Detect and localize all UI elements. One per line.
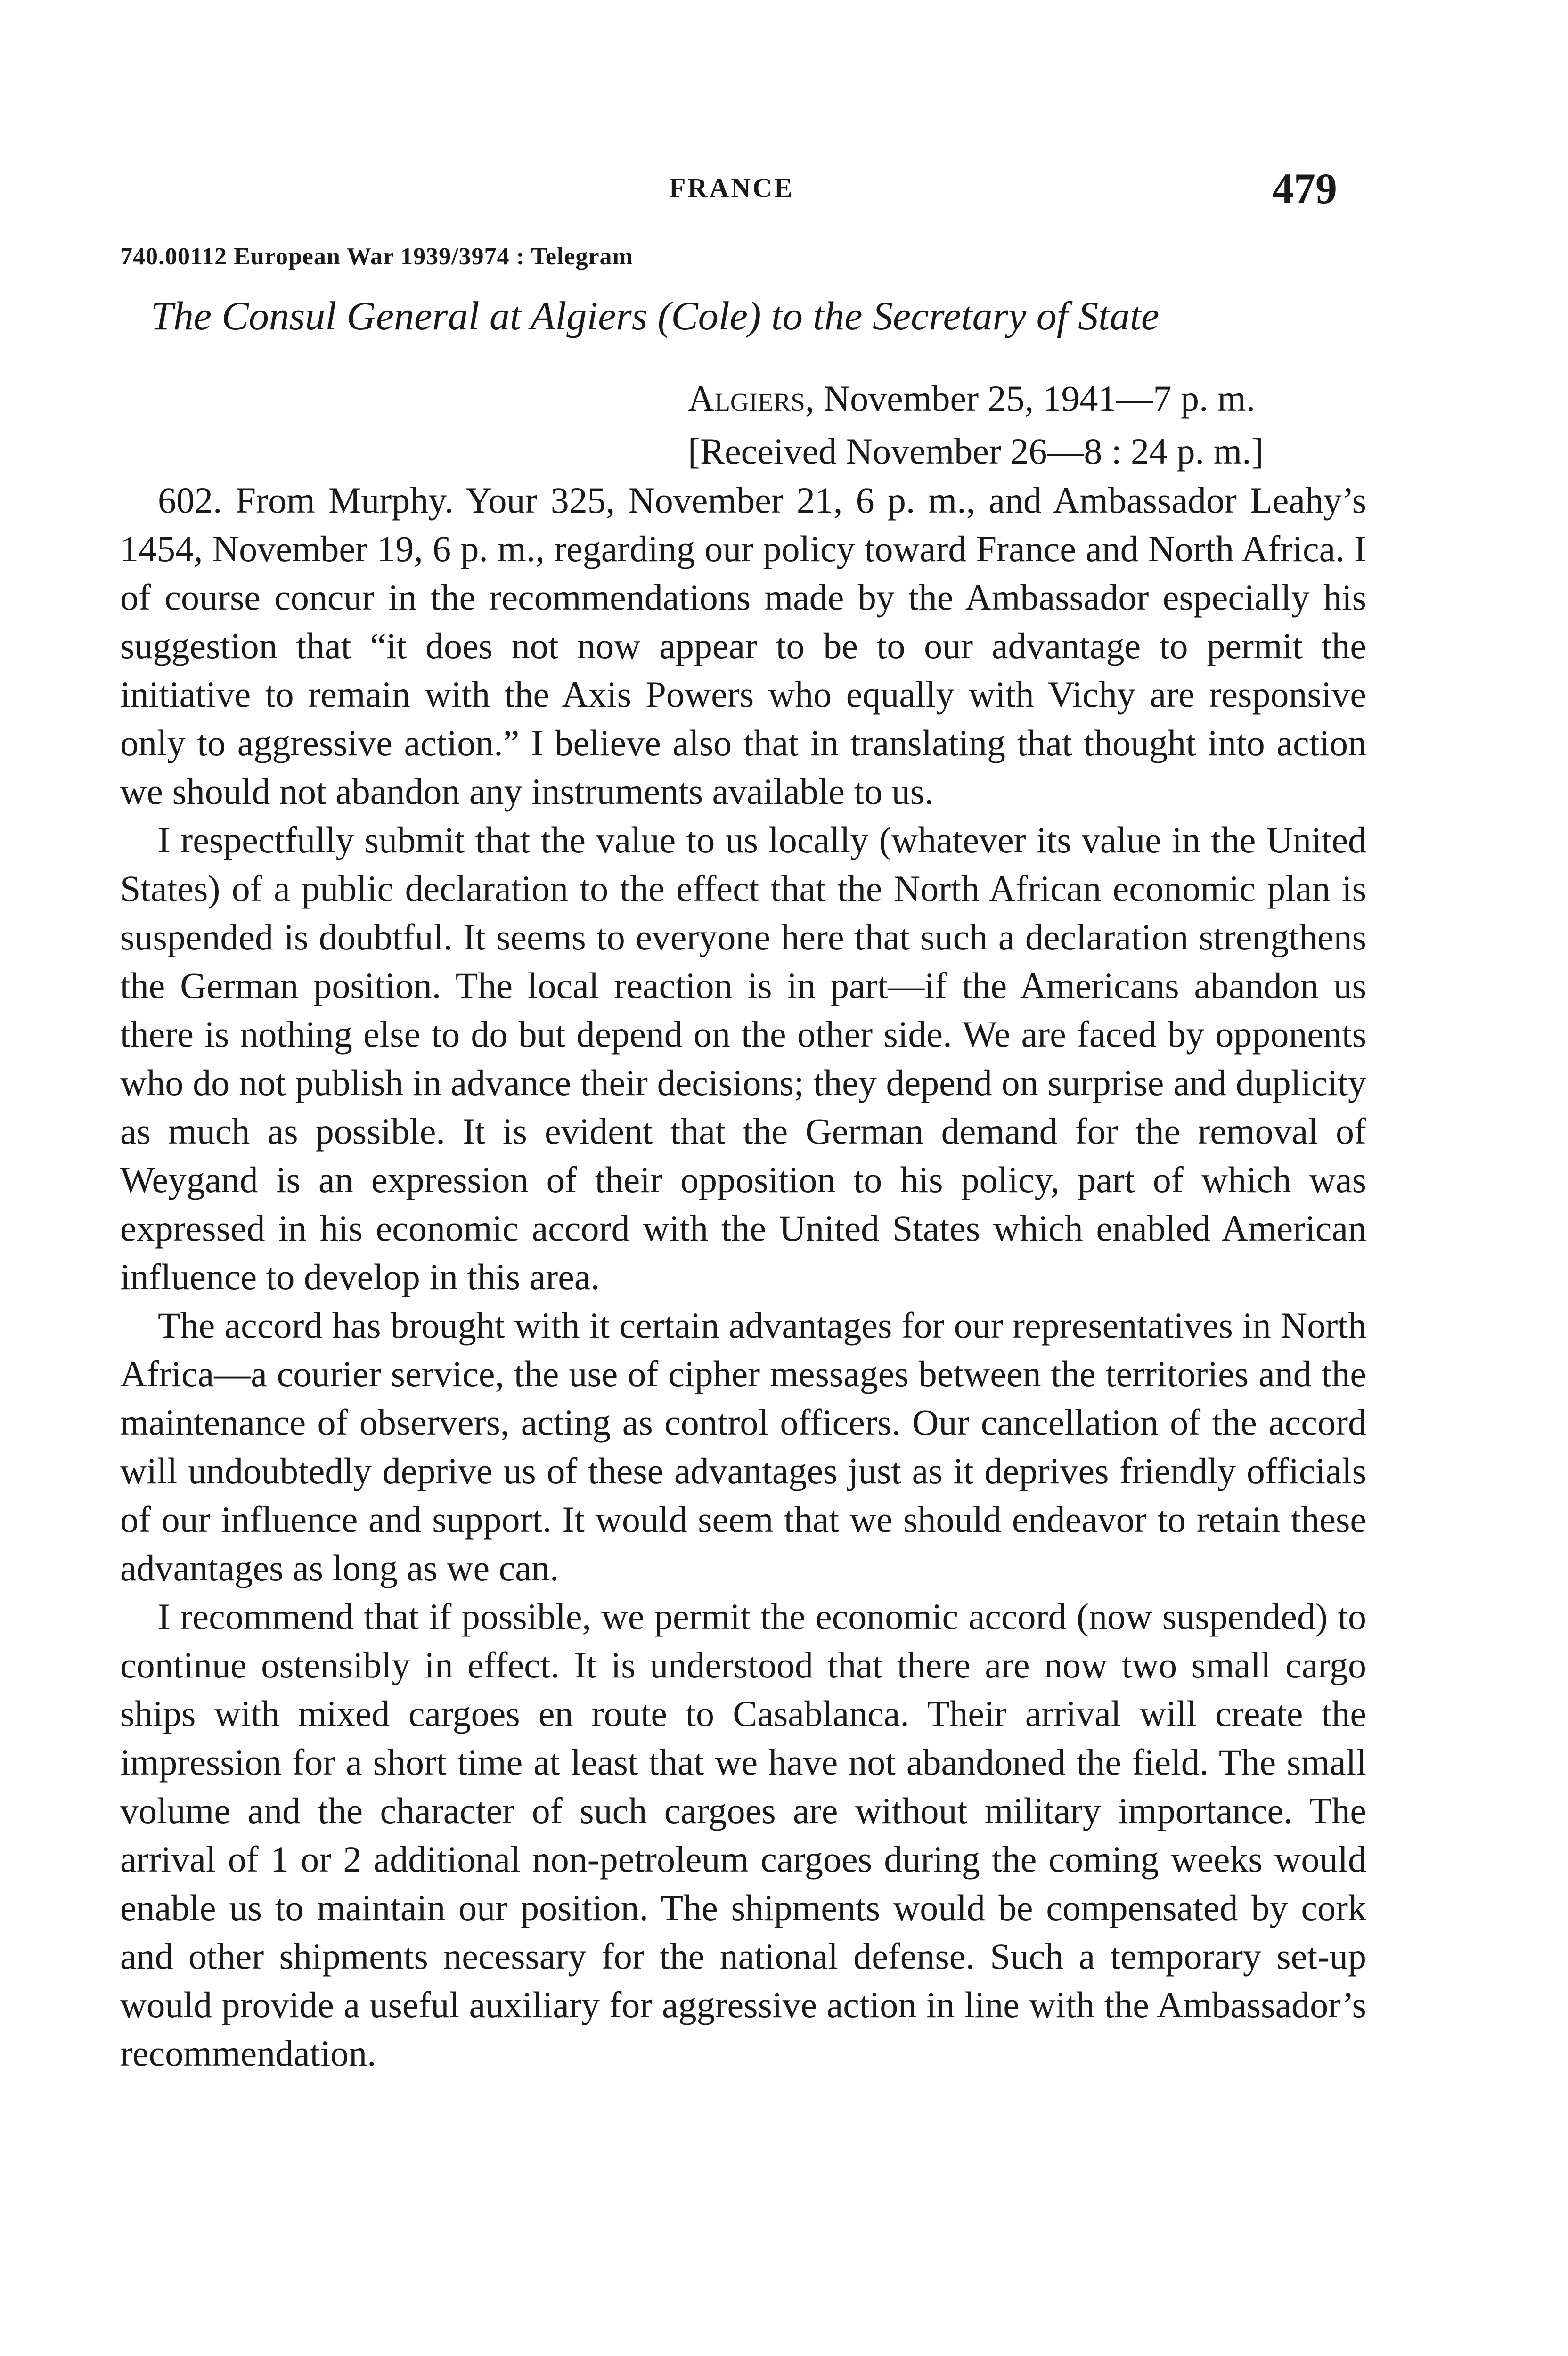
file-number: 740.00112 European War 1939/3974 : Telegram bbox=[120, 243, 633, 270]
page-number: 479 bbox=[1272, 164, 1337, 213]
telegram-body bbox=[120, 476, 1366, 2078]
dateline-received: [Received November 26—8 : 24 p. m.] bbox=[688, 431, 1264, 472]
document-heading: The Consul General at Algiers (Cole) to the Secretary of State bbox=[151, 293, 1160, 338]
running-header bbox=[0, 164, 1568, 213]
dateline-date: , November 25, 1941—7 p. m. bbox=[805, 378, 1256, 419]
dateline-place: Algiers bbox=[688, 378, 805, 419]
dateline bbox=[688, 372, 1264, 478]
dateline-sent bbox=[688, 372, 1264, 425]
running-title: FRANCE bbox=[669, 172, 794, 203]
paragraph-3: The accord has brought with it certain advantages for our representatives in North Africa—a courier service, the use of cipher messages between the territories and the maintenance of observers, acting as control officers. Our cancellation of the accord will undoubtedly deprive us of these advantages just as it deprives friendly officials of our influence and support. It would seem that we should endeavor to retain these advantages as long as we can. bbox=[120, 1305, 1366, 1588]
paragraph-4: I recommend that if possible, we permit the economic accord (now suspended) to continue ostensibly in effect. It is understood that there are now two small cargo ships with mixed cargoes en route to Casablanca. Their arrival will create the impression for a short time at least that we have not abandoned the field. The small volume and the character of such cargoes are without military importance. The arrival of 1 or 2 additional non-petroleum cargoes during the coming weeks would enable us to maintain our position. The shipments would be compensated by cork and other shipments necessary for the national defense. Such a temporary set-up would provide a useful auxiliary for aggressive action in line with the Ambassador’s recommendation. bbox=[120, 1596, 1366, 2074]
paragraph-1: 602. From Murphy. Your 325, November 21, 6 p. m., and Ambassador Leahy’s 1454, November 19, 6 p. m., regarding our policy toward France and North Africa. I of course concur in the recommendations made by the Ambassador especially his suggestion that “it does not now appear to be to our advantage to permit the initiative to remain with the Axis Powers who equally with Vichy are responsive only to aggressive action.” I believe also that in translating that thought into action we should not abandon any instruments available to us. bbox=[120, 480, 1366, 812]
paragraph-2: I respectfully submit that the value to us locally (whatever its value in the United States) of a public declaration to the effect that the North African economic plan is suspended is doubtful. It seems to everyone here that such a declaration strengthens the German position. The local reaction is in part—if the Americans abandon us there is nothing else to do but depend on the other side. We are faced by opponents who do not publish in advance their decisions; they depend on surprise and duplicity as much as possible. It is evident that the German demand for the removal of Weygand is an expression of their opposition to his policy, part of which was expressed in his economic accord with the United States which enabled American influence to develop in this area. bbox=[120, 819, 1366, 1297]
